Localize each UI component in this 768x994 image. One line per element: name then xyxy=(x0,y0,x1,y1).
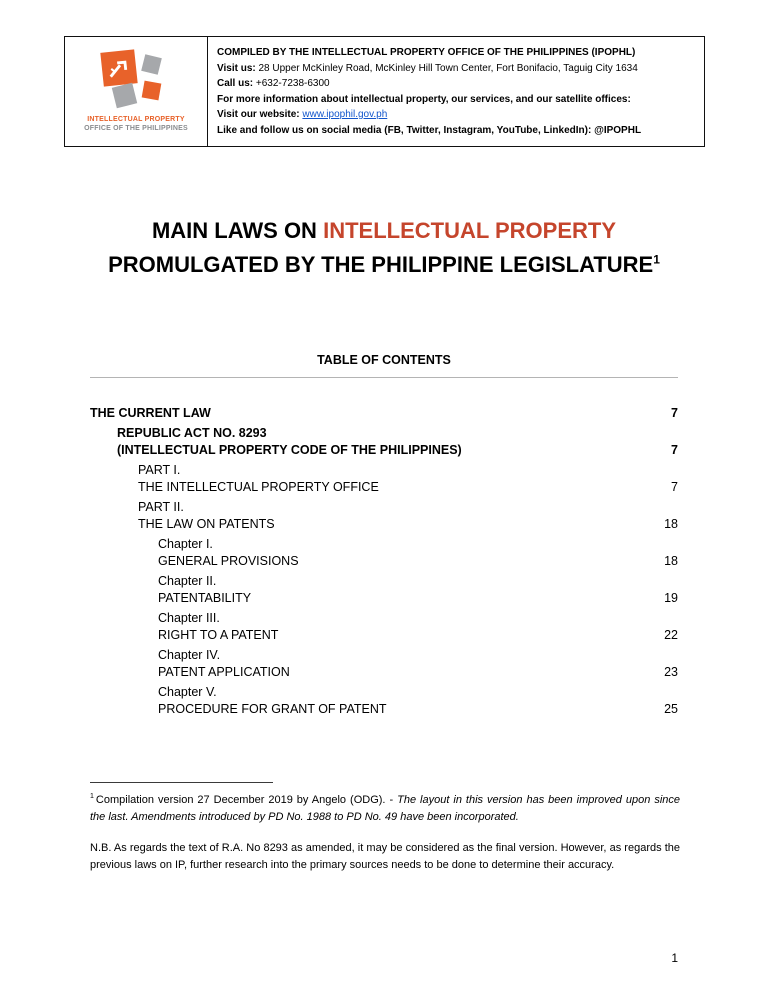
toc-entry-line: THE LAW ON PATENTS xyxy=(138,517,275,531)
toc-entry-text xyxy=(90,536,656,570)
header-call-line xyxy=(217,76,695,92)
title-line-2 xyxy=(0,248,768,282)
toc-entry-line: Chapter IV. xyxy=(158,648,221,662)
toc-entry-line: Chapter V. xyxy=(158,685,217,699)
toc-page-number: 7 xyxy=(671,406,678,420)
toc-entry-line: REPUBLIC ACT NO. 8293 xyxy=(117,426,267,440)
toc-entry xyxy=(90,499,678,533)
title-footnote-marker: 1 xyxy=(653,252,660,267)
ipophl-logo-icon xyxy=(97,51,175,109)
toc-entry-line: THE CURRENT LAW xyxy=(90,406,211,420)
toc-page-number: 23 xyxy=(664,665,678,679)
toc-entry-line: PATENT APPLICATION xyxy=(158,665,290,679)
footnote-divider xyxy=(90,782,273,783)
toc-page-number: 7 xyxy=(671,480,678,494)
footnote-block xyxy=(90,782,680,873)
toc-page-number: 22 xyxy=(664,628,678,642)
logo-square-gray-medium xyxy=(112,82,137,107)
logo-square-gray-small xyxy=(141,54,162,75)
title-line2-text: PROMULGATED BY THE PHILIPPINE LEGISLATURE xyxy=(108,252,654,277)
logo-square-orange-small xyxy=(142,80,162,100)
toc-page-number: 7 xyxy=(671,443,678,457)
website-link[interactable]: www.ipophil.gov.ph xyxy=(302,109,388,120)
ipophl-logo-wordmark xyxy=(84,115,188,133)
toc-entry xyxy=(90,647,678,681)
toc-entry xyxy=(90,462,678,496)
title-line-1 xyxy=(0,214,768,248)
header-more-info-line xyxy=(217,92,695,108)
toc-entry-line: GENERAL PROVISIONS xyxy=(158,554,299,568)
page-number: 1 xyxy=(671,951,678,965)
toc-entry-text xyxy=(90,647,656,681)
toc-entry xyxy=(90,405,678,422)
footnote-marker: 1 xyxy=(90,793,94,801)
toc-entry-text xyxy=(90,405,663,422)
toc-entry-line: THE INTELLECTUAL PROPERTY OFFICE xyxy=(138,480,379,494)
toc-entry xyxy=(90,573,678,607)
toc-entry-line: Chapter I. xyxy=(158,537,213,551)
toc-entry-line: PART I. xyxy=(138,463,181,477)
call-value: +632-7238-6300 xyxy=(255,78,330,89)
toc-entry-text xyxy=(90,462,663,496)
toc-entry-line: (INTELLECTUAL PROPERTY CODE OF THE PHILIPPINES) xyxy=(117,443,462,457)
header-visit-line xyxy=(217,61,695,77)
footnote-italic-text: The layout in this version has been improved upon since the last. Amendments introduced by PD No. 1988 to PD No. 49 have been incorporated. xyxy=(90,794,680,823)
toc-entry-line: PART II. xyxy=(138,500,184,514)
toc-page-number: 25 xyxy=(664,702,678,716)
compiled-by-text: COMPILED BY THE INTELLECTUAL PROPERTY OFFICE OF THE PHILIPPINES (IPOPHL) xyxy=(217,47,636,58)
toc-entry-text xyxy=(90,425,663,459)
footnote-1 xyxy=(90,792,680,825)
header-contact-info xyxy=(207,37,704,146)
toc-page-number: 19 xyxy=(664,591,678,605)
website-label: Visit our website: xyxy=(217,109,300,120)
toc-entry-text xyxy=(90,573,656,607)
toc-entry-text xyxy=(90,684,656,718)
toc-list xyxy=(90,405,678,721)
nb-note: N.B. As regards the text of R.A. No 8293 as amended, it may be considered as the final version. However, as regards the previous laws on IP, further research into the primary sources needs to be done to determine their accuracy. xyxy=(90,842,680,871)
footnote-normal-text: Compilation version 27 December 2019 by Angelo (ODG). - xyxy=(95,794,398,806)
toc-entry xyxy=(90,684,678,718)
toc-entry-line: RIGHT TO A PATENT xyxy=(158,628,279,642)
toc-page-number: 18 xyxy=(664,517,678,531)
document-title xyxy=(0,214,768,282)
toc-entry-line: Chapter II. xyxy=(158,574,217,588)
toc-page-number: 18 xyxy=(664,554,678,568)
title-black-part: MAIN LAWS ON xyxy=(151,218,317,243)
header-website-line xyxy=(217,107,695,123)
toc-heading: TABLE OF CONTENTS xyxy=(317,353,451,367)
toc-entry-line: PROCEDURE FOR GRANT OF PATENT xyxy=(158,702,387,716)
toc-entry xyxy=(90,610,678,644)
toc-divider xyxy=(90,377,678,378)
visit-value: 28 Upper McKinley Road, McKinley Hill Town Center, Fort Bonifacio, Taguig City 1634 xyxy=(258,62,638,74)
toc-entry xyxy=(90,425,678,459)
toc-entry-line: PATENTABILITY xyxy=(158,591,252,605)
logo-arrow-icon xyxy=(105,53,134,82)
call-label: Call us: xyxy=(217,78,254,89)
toc-entry-text xyxy=(90,610,656,644)
more-info-text: For more information about intellectual property, our services, and our satellite offices: xyxy=(217,93,631,105)
visit-label: Visit us: xyxy=(217,62,256,74)
logo-text-line2: OFFICE OF THE PHILIPPINES xyxy=(84,124,188,132)
toc-entry-line: Chapter III. xyxy=(158,611,220,625)
toc-entry-text xyxy=(90,499,656,533)
social-text: Like and follow us on social media (FB, Twitter, Instagram, YouTube, LinkedIn): @IPOPHL xyxy=(217,124,642,136)
title-red-part: INTELLECTUAL PROPERTY xyxy=(323,218,617,243)
ipophl-logo xyxy=(65,37,207,146)
header-compiled-by xyxy=(217,45,695,61)
logo-text-line1: INTELLECTUAL PROPERTY xyxy=(87,115,185,123)
toc-entry xyxy=(90,536,678,570)
header-box xyxy=(64,36,705,147)
header-social-line xyxy=(217,123,695,139)
